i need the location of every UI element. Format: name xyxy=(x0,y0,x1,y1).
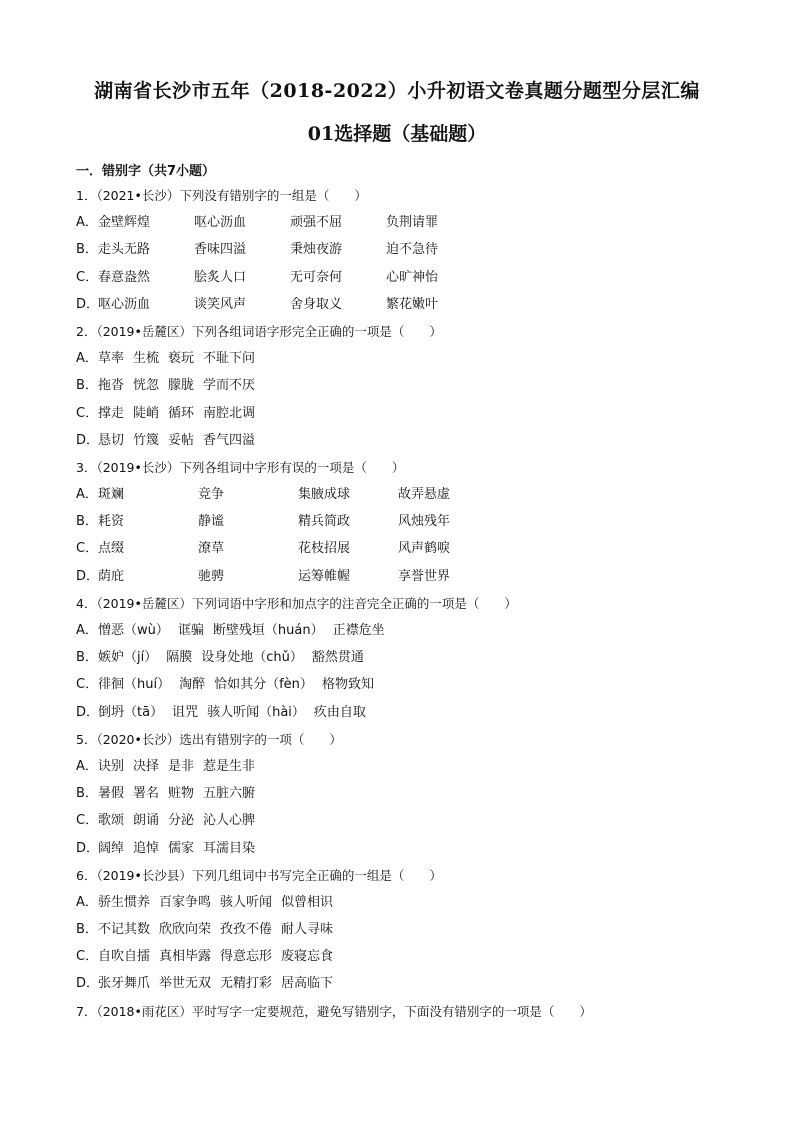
question-stem: 4．（2019•岳麓区）下列词语中字形和加点字的注音完全正确的一项是（ ） xyxy=(76,595,517,611)
option-row: A． 诀别 决择 是非 惹是生非 xyxy=(76,758,256,774)
option-row: C． 春意盎然 脍炙人口 无可奈何 心旷神怡 xyxy=(76,269,439,285)
option-row: A． 草率 生梳 亵玩 不耻下问 xyxy=(76,351,256,367)
option-row: D． 阔绰 追悼 儒家 耳濡目染 xyxy=(76,840,256,856)
question-stem: 1．（2021•长沙）下列没有错别字的一组是（ ） xyxy=(76,188,367,203)
question-stem: 3．（2019•长沙）下列各组词中字形有误的一项是（ ） xyxy=(76,459,405,475)
option-row: D． 张牙舞爪 举世无双 无精打彩 居高临下 xyxy=(76,976,334,992)
option-row: C． 自吹自擂 真相毕露 得意忘形 废寝忘食 xyxy=(76,949,334,965)
question-stem: 7．（2018•雨花区）平时写字一定要规范，避免写错别字，下面没有错别字的一项是（ ） xyxy=(76,1003,592,1019)
option-row: D． 倒坍（tā） 诅咒 骇人听闻（hài） 疚由自取 xyxy=(76,704,366,720)
option-row: C． 徘徊（huí） 淘醉 恰如其分（fèn） 格物致知 xyxy=(76,677,374,693)
document-title: 湖南省长沙市五年（2018-2022）小升初语文卷真题分题型分层汇编 xyxy=(94,80,700,102)
option-row: A． 骄生惯养 百家争鸣 骇人听闻 似曾相识 xyxy=(76,894,334,910)
option-row: B． 拖沓 恍忽 朦胧 学而不厌 xyxy=(76,378,256,394)
section-heading: 一．错别字（共7小题） xyxy=(76,164,216,179)
option-row: C． 撑走 陡峭 循环 南腔北调 xyxy=(76,405,256,421)
option-row: B． 不记其数 欣欣向荣 孜孜不倦 耐人寻味 xyxy=(76,922,334,938)
option-row: C． 歌颂 朗诵 分泌 沁人心脾 xyxy=(76,813,256,829)
option-row: A． 斑斓 竞争 集腋成球 故弄悬虚 xyxy=(76,487,451,503)
option-row: B． 耗资 静谧 精兵简政 风烛残年 xyxy=(76,514,451,530)
option-row: C． 点缀 潦草 花枝招展 风声鹤唳 xyxy=(76,541,451,557)
option-row: A． 金壁辉煌 呕心沥血 顽强不屈 负荆请罪 xyxy=(76,215,439,231)
document-subtitle: 01选择题（基础题） xyxy=(307,123,487,145)
question-stem: 2．（2019•岳麓区）下列各组词语字形完全正确的一项是（ ） xyxy=(76,323,442,339)
question-list xyxy=(76,182,736,1025)
option-row: A． 憎恶（wù） 诓骗 断壁残垣（huán） 正襟危坐 xyxy=(76,623,385,638)
option-row: D． 荫庇 驰骋 运筹帷幄 享誉世界 xyxy=(76,568,451,584)
option-row: B． 暑假 署名 赃物 五脏六腑 xyxy=(76,786,256,802)
question-stem: 6．（2019•长沙县）下列几组词中书写完全正确的一组是（ ） xyxy=(76,867,442,883)
option-row: B． 走头无路 香味四溢 秉烛夜游 迫不急待 xyxy=(76,242,439,258)
option-row: B． 嫉妒（jí） 隔膜 设身处地（chǔ） 豁然贯通 xyxy=(76,650,364,666)
question-stem: 5．（2020•长沙）选出有错别字的一项（ ） xyxy=(76,731,342,747)
option-row: D． 呕心沥血 谈笑风声 舍身取义 繁花嫩叶 xyxy=(76,296,439,312)
option-row: D． 恳切 竹篾 妥帖 香气四溢 xyxy=(76,432,256,448)
